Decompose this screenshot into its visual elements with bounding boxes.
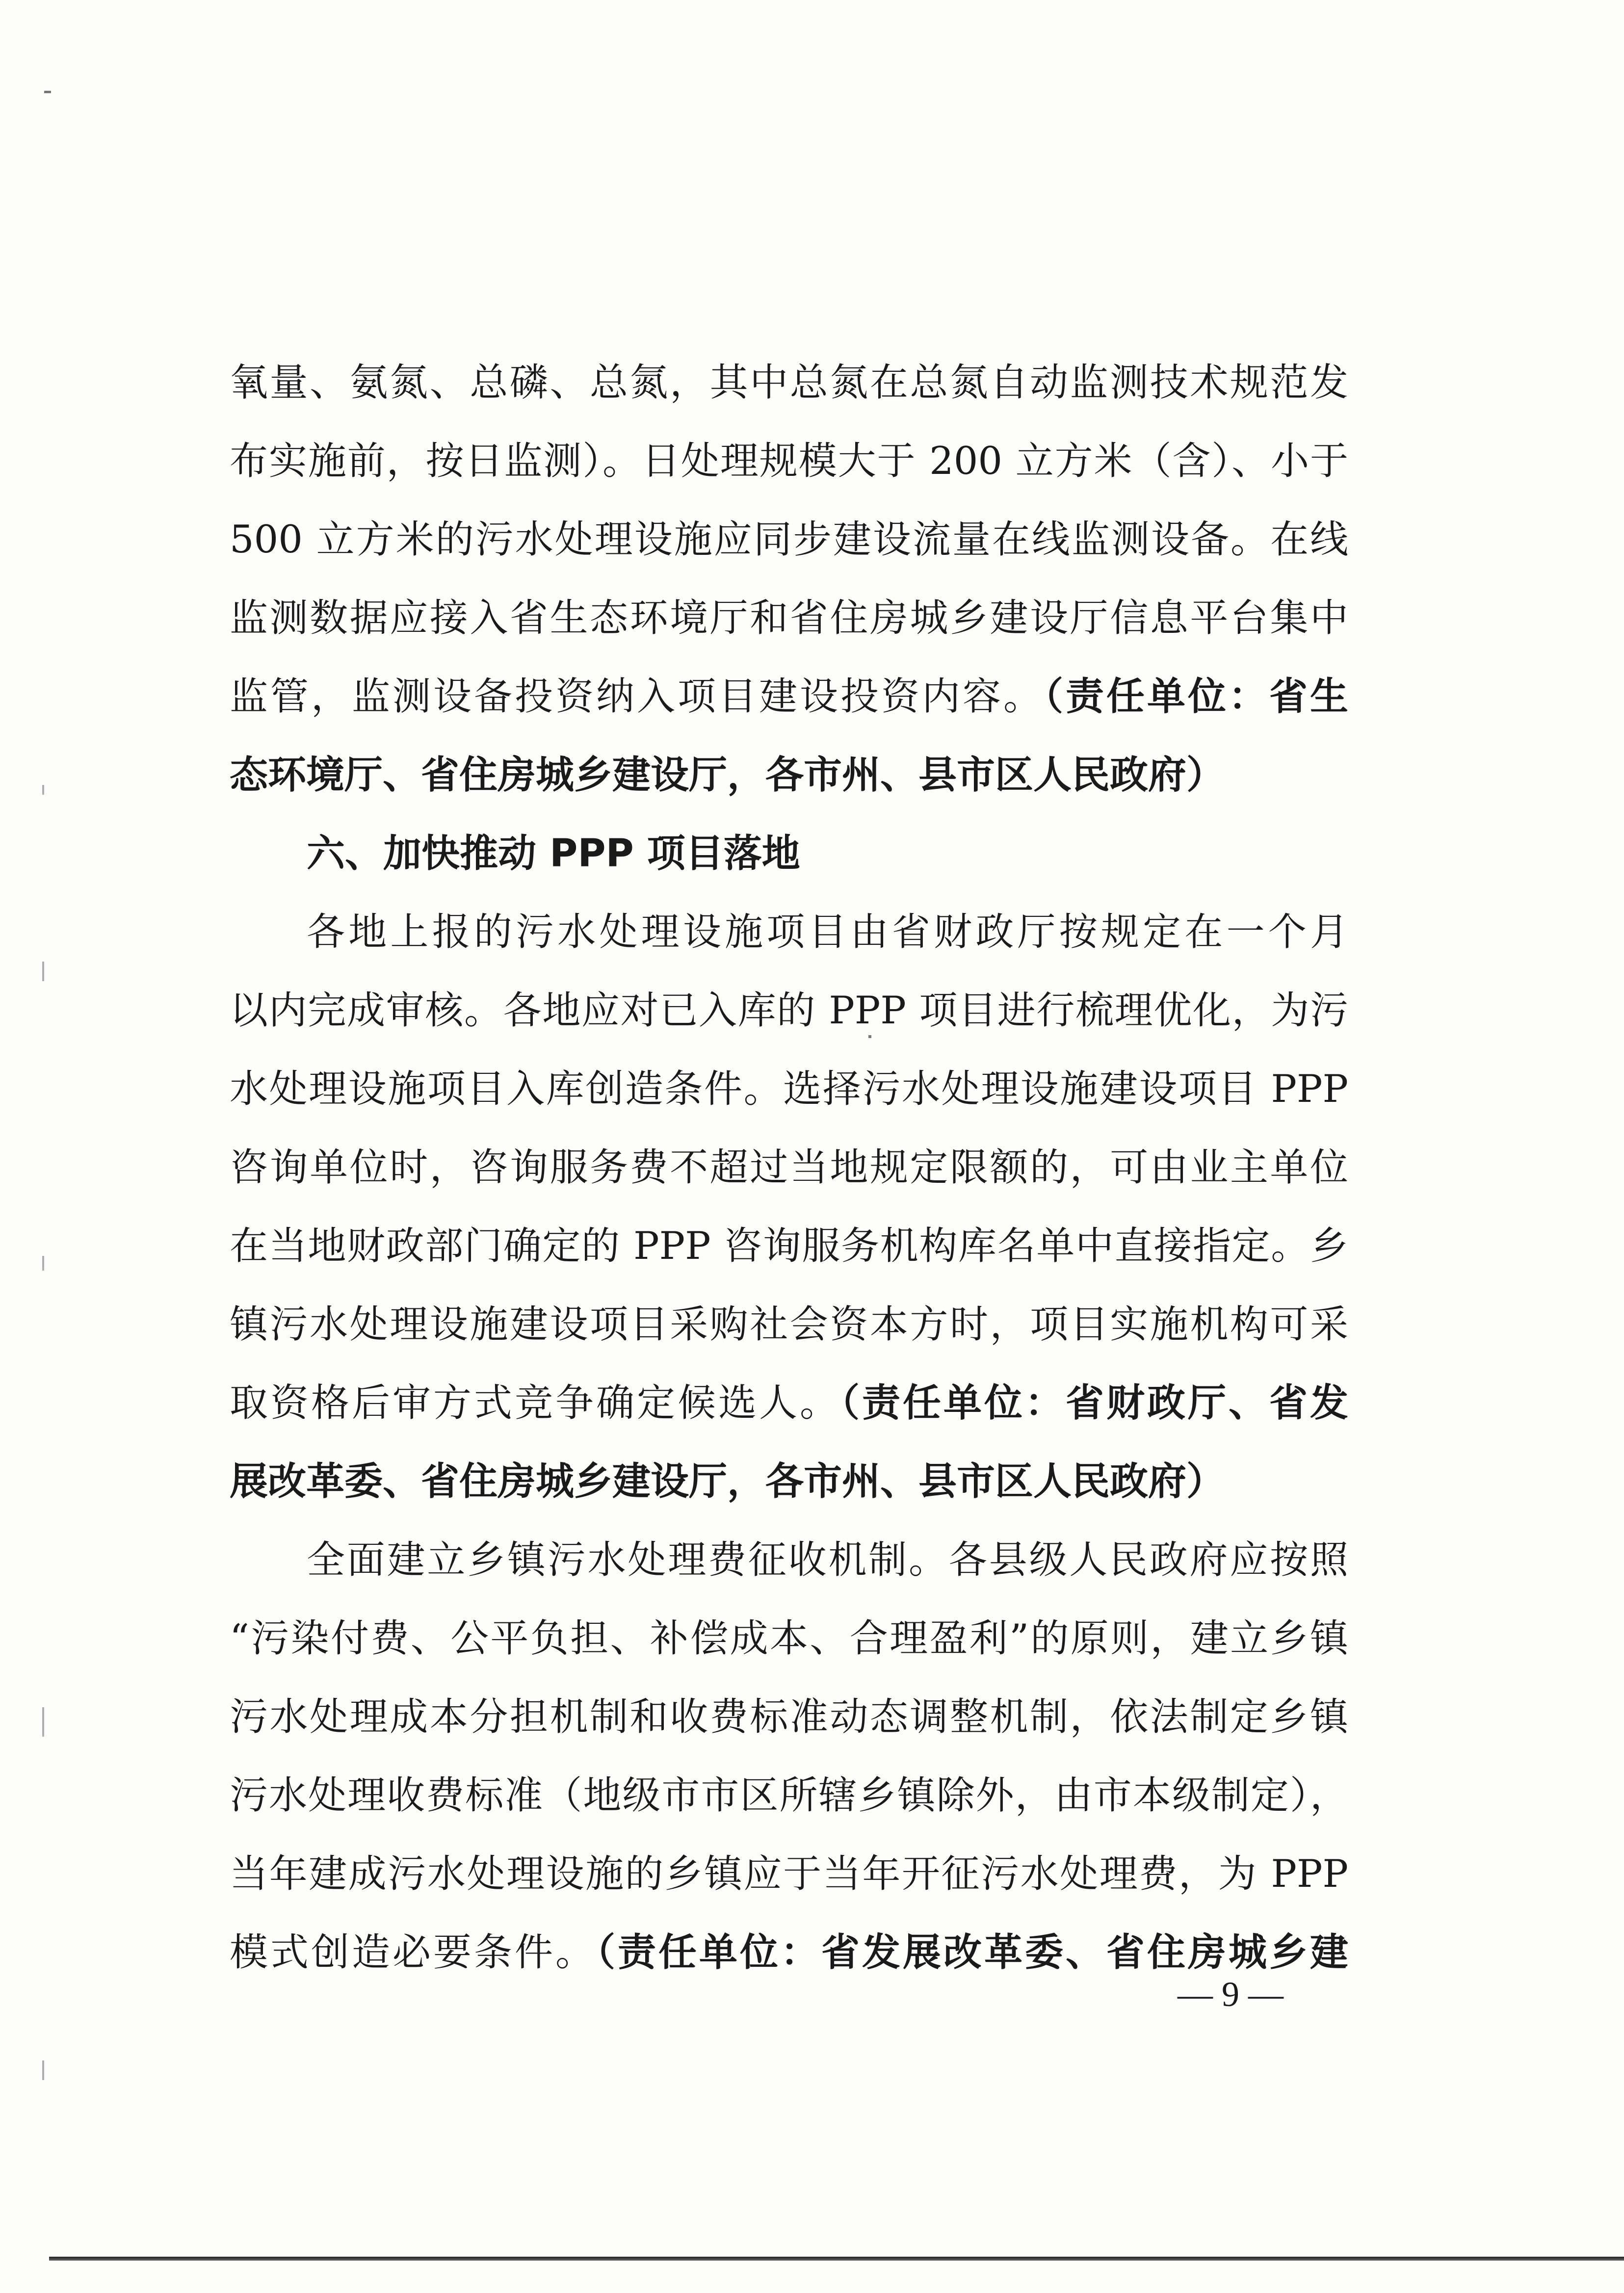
body-line: 布实施前，按日监测）。日处理规模大于 200 立方米（含）、小于 <box>230 439 1348 483</box>
scan-speck <box>44 91 51 93</box>
responsibility-line: 态环境厅、省住房城乡建设厅，各市州、县市区人民政府） <box>230 753 1225 797</box>
scan-speck <box>868 1035 871 1038</box>
binding-mark <box>42 785 44 795</box>
responsibility-text: （责任单位：省财政厅、省发 <box>840 1381 1348 1425</box>
body-text: 取资格后审方式竞争确定候选人。 <box>230 1381 840 1425</box>
body-line-mixed <box>230 657 1348 736</box>
responsibility-text: （责任单位：省生 <box>1044 675 1348 719</box>
body-line: 在当地财政部门确定的 PPP 咨询服务机构库名单中直接指定。乡 <box>230 1224 1348 1268</box>
page-number: — 9 — <box>1178 1975 1283 2014</box>
body-line: 500 立方米的污水处理设施应同步建设流量在线监测设备。在线 <box>230 518 1348 562</box>
body-line: 镇污水处理设施建设项目采购社会资本方时，项目实施机构可采 <box>230 1303 1348 1347</box>
body-line: 污水处理收费标准（地级市市区所辖乡镇除外，由市本级制定）， <box>230 1773 1348 1818</box>
binding-mark <box>42 2060 44 2080</box>
responsibility-line: 展改革委、省住房城乡建设厅，各市州、县市区人民政府） <box>230 1459 1225 1504</box>
body-line: 水处理设施项目入库创造条件。选择污水处理设施建设项目 PPP <box>230 1067 1348 1111</box>
section-heading: 六、加快推动 PPP 项目落地 <box>307 832 800 876</box>
body-line: 全面建立乡镇污水处理费征收机制。各县级人民政府应按照 <box>307 1538 1348 1582</box>
body-line: 各地上报的污水处理设施项目由省财政厅按规定在一个月 <box>307 910 1348 954</box>
body-line: 污水处理成本分担机制和收费标准动态调整机制，依法制定乡镇 <box>230 1695 1348 1739</box>
binding-mark <box>42 1256 44 1271</box>
body-line: 以内完成审核。各地应对已入库的 PPP 项目进行梳理优化，为污 <box>230 989 1348 1033</box>
scan-bottom-edge <box>49 2257 1624 2261</box>
body-line: “污染付费、公平负担、补偿成本、合理盈利”的原则，建立乡镇 <box>230 1616 1348 1661</box>
body-text: 模式创造必要条件。 <box>230 1930 596 1975</box>
body-line: 氧量、氨氮、总磷、总氮，其中总氮在总氮自动监测技术规范发 <box>230 361 1348 405</box>
body-text: 监管，监测设备投资纳入项目建设投资内容。 <box>230 675 1044 719</box>
body-line: 监测数据应接入省生态环境厅和省住房城乡建设厅信息平台集中 <box>230 596 1348 640</box>
responsibility-text: （责任单位：省发展改革委、省住房城乡建 <box>596 1930 1348 1975</box>
binding-mark <box>42 1707 44 1737</box>
body-line: 当年建成污水处理设施的乡镇应于当年开征污水处理费，为 PPP <box>230 1852 1348 1896</box>
body-line: 咨询单位时，咨询服务费不超过当地规定限额的，可由业主单位 <box>230 1146 1348 1190</box>
body-line-mixed <box>230 1364 1348 1442</box>
binding-mark <box>42 962 44 981</box>
